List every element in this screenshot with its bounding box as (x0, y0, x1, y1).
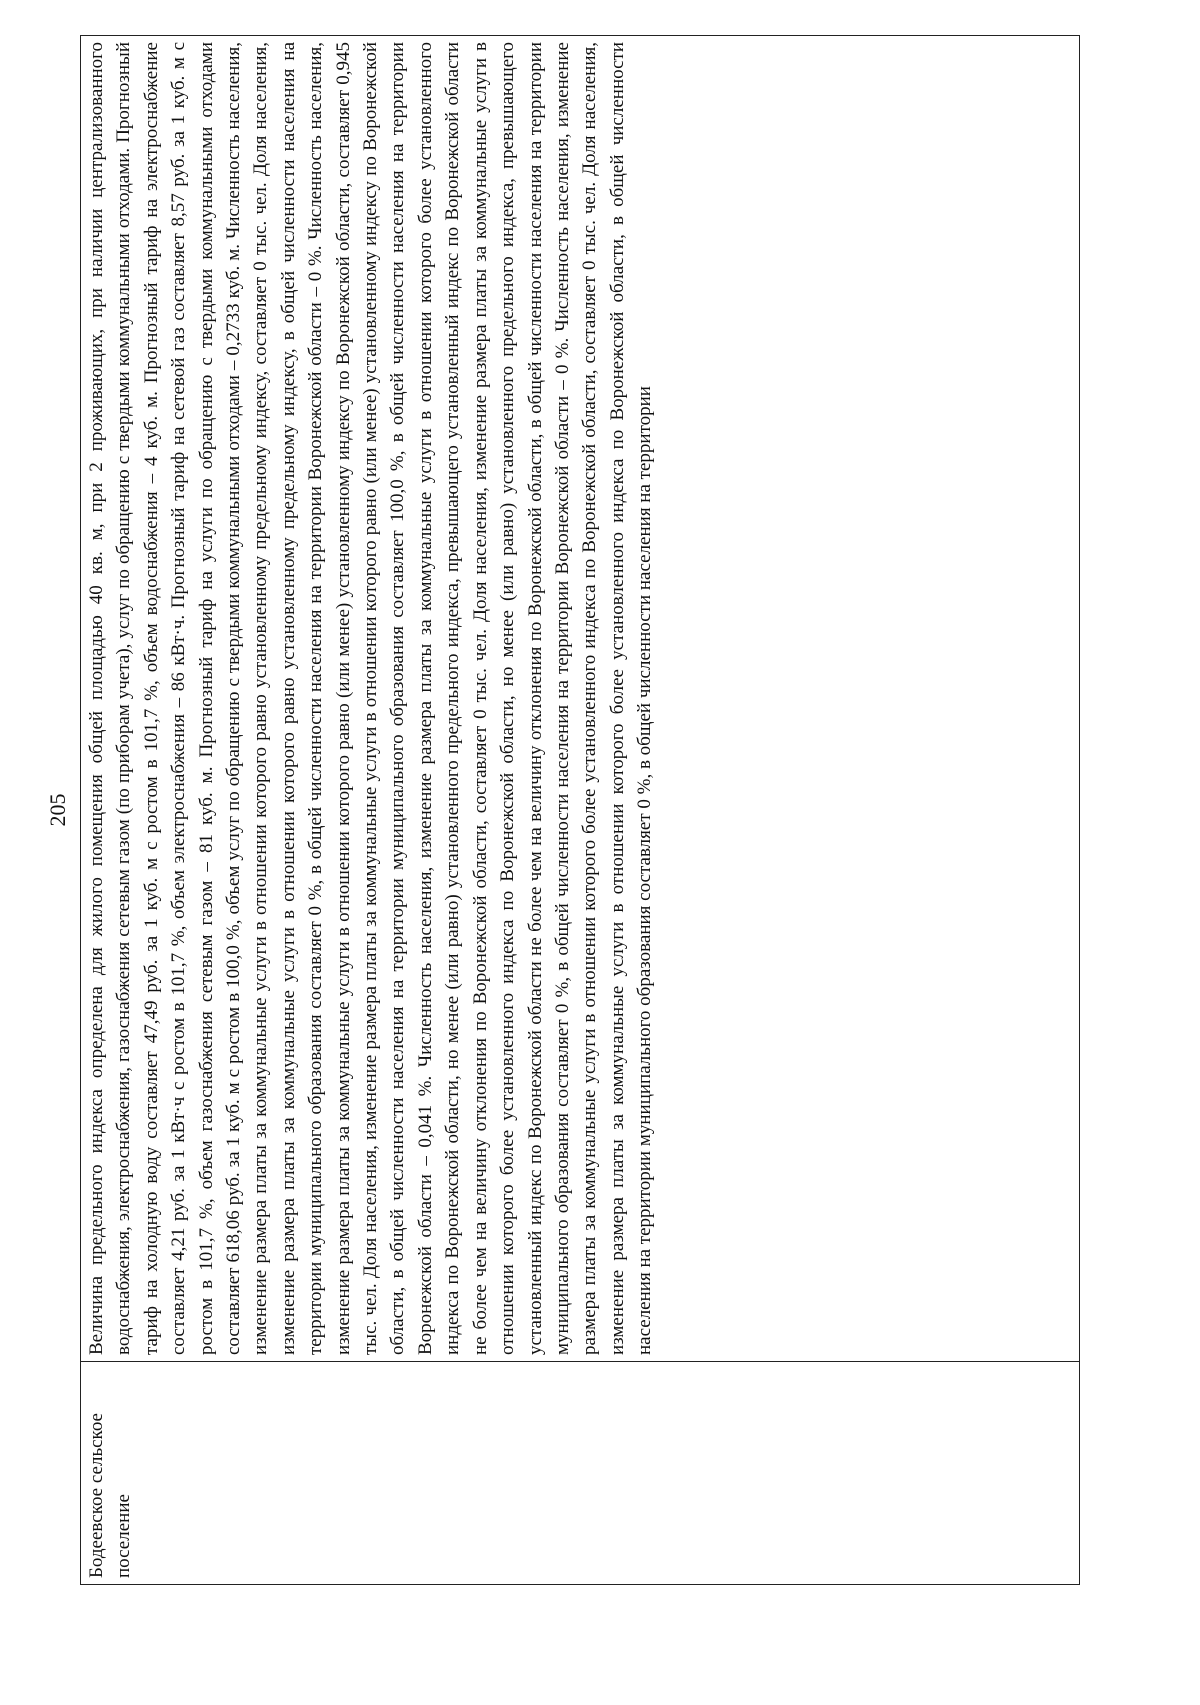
table-row (81, 36, 1080, 1585)
page-number: 205 (45, 793, 70, 827)
index-table (80, 35, 1080, 1585)
municipality-name-cell: Бодеевское сельское поселение (81, 1362, 1080, 1585)
description-cell: Величина предельного индекса определена для жилого помещения общей площадью 40 кв. м, при 2 проживающих, при наличии централизованного водоснабжения, электроснабжения, газоснабжения сетевым газом (по приборам учета), услуг по обращению с твердыми коммунальными отходами. Прогнозный тариф на холодную воду составляет 47,49 руб. за 1 куб. м с ростом в 101,7 %, объем водоснабжения – 4 куб. м. Прогнозный тариф на электроснабжение составляет 4,21 руб. за 1 кВт·ч с ростом в 101,7 %, объем электроснабжения – 86 кВт·ч. Прогнозный тариф на сетевой газ составляет 8,57 руб. за 1 куб. м с ростом в 101,7 %, объем газоснабжения сетевым газом – 81 куб. м. Прогнозный тариф на услуги по обращению с твердыми коммунальными отходами составляет 618,06 руб. за 1 куб. м с ростом в 100,0 %, объем услуг по обращению с твердыми коммунальными отходами – 0,2733 куб. м. Численность населения, изменение размера платы за коммунальные услуги в отношении которого равно установленному предельному индексу, составляет 0 тыс. чел. Доля населения, изменение размера платы за коммунальные услуги в отношении которого равно установленному предельному индексу, в общей численности населения на территории муниципального образования составляет 0 %, в общей численности населения на территории Воронежской области – 0 %. Численность населения, изменение размера платы за коммунальные услуги в отношении которого равно (или менее) установленному индексу по Воронежской области, составляет 0,945 тыс. чел. Доля населения, изменение размера платы за коммунальные услуги в отношении которого равно (или менее) установленному индексу по Воронежской области, в общей численности населения на территории муниципального образования составляет 100,0 %, в общей численности населения на территории Воронежской области – 0,041 %. Численность населения, изменение размера платы за коммунальные услуги в отношении которого более установленного индекса по Воронежской области, но менее (или равно) установленного предельного индекса, превышающего установленный индекс по Воронежской области не более чем на величину отклонения по Воронежской области, составляет 0 тыс. чел. Доля населения, изменение размера платы за коммунальные услуги в отношении которого более установленного индекса по Воронежской области, но менее (или равно) установленного предельного индекса, превышающего установленный индекс по Воронежской области не более чем на величину отклонения по Воронежской области, в общей численности населения на территории муниципального образования составляет 0 %, в общей численности населения на территории Воронежской области – 0 %. Численность населения, изменение размера платы за коммунальные услуги в отношении которого более установленного индекса по Воронежской области, составляет 0 тыс. чел. Доля населения, изменение размера платы за коммунальные услуги в отношении которого более установленного индекса по Воронежской области, в общей численности населения на территории муниципального образования составляет 0 %, в общей численности населения на территории (81, 36, 1080, 1362)
rotated-table-wrapper (80, 35, 1080, 1585)
